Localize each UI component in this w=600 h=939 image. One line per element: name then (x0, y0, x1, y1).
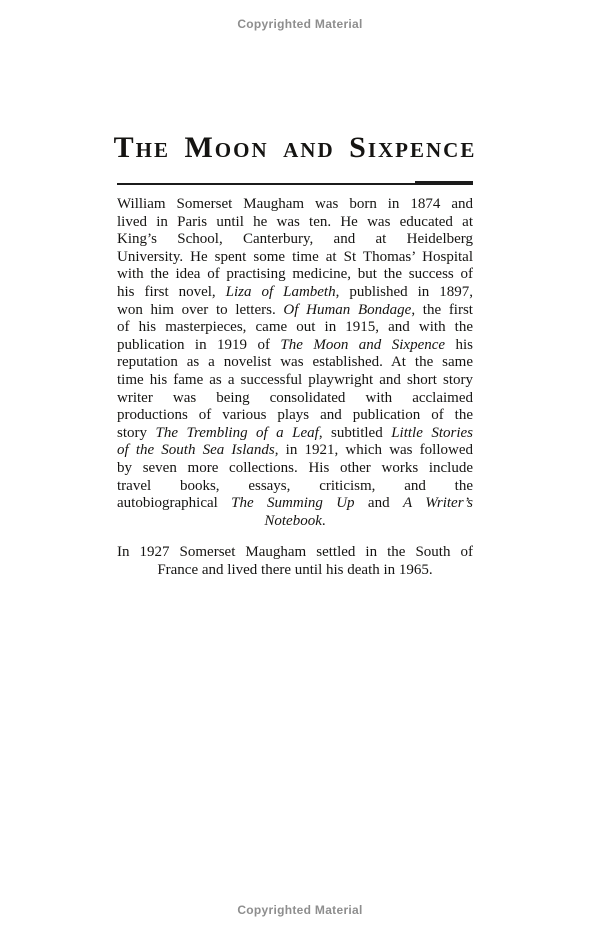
text-segment: . (321, 512, 326, 529)
text-line (117, 478, 473, 496)
italic-text-segment: Liza of Lambeth (225, 283, 336, 300)
text-line (117, 319, 473, 337)
book-title: The Moon and Sixpence (113, 131, 477, 164)
text-line (117, 442, 473, 460)
italic-text-segment: The Summing Up (231, 495, 355, 512)
text-segment: University. He spent some time at St Thomas’ Hospital (117, 248, 473, 265)
text-segment: King’s School, Canterbury, and at Heidelberg (117, 231, 473, 248)
text-line (117, 372, 473, 390)
text-segment: , in 1921, which was followed (274, 442, 473, 459)
text-segment: autobiographical (117, 495, 232, 512)
italic-text-segment: Little Stories (391, 424, 473, 441)
text-line (117, 196, 473, 214)
text-line (117, 425, 473, 443)
text-line (117, 495, 473, 513)
text-segment: lived in Paris until he was ten. He was educated at (117, 213, 473, 230)
paragraph (117, 196, 473, 530)
text-segment: of his masterpieces, came out in 1915, and with the (117, 319, 473, 336)
text-segment: In 1927 Somerset Maugham settled in the South of (117, 544, 473, 561)
text-segment: productions of various plays and publication of the (117, 407, 473, 424)
text-line (117, 249, 473, 267)
text-segment: , subtitled (318, 424, 392, 441)
text-line (117, 562, 473, 580)
italic-text-segment: Notebook (264, 512, 322, 529)
text-line (117, 284, 473, 302)
text-segment: , published in 1897, (335, 283, 474, 300)
text-line (117, 231, 473, 249)
italic-text-segment: The Trembling of a Leaf (155, 424, 319, 441)
title-rule (117, 183, 473, 185)
text-segment: William Somerset Maugham was born in 1874 and (117, 196, 473, 212)
text-line (117, 354, 473, 372)
text-line (117, 302, 473, 320)
italic-text-segment: of the South Sea Islands (117, 442, 275, 459)
text-segment: won him over to letters. (117, 301, 284, 318)
text-segment: his (445, 336, 473, 353)
text-line (117, 266, 473, 284)
text-line (117, 390, 473, 408)
text-segment: with the idea of practising medicine, but the success of (117, 266, 473, 283)
body-text (117, 196, 473, 579)
text-segment: travel books, essays, criticism, and the (117, 477, 473, 494)
text-line (117, 544, 473, 562)
text-line (117, 214, 473, 232)
text-segment: story (117, 424, 156, 441)
text-segment: his first novel, (117, 283, 226, 300)
text-segment: France and lived there until his death in 1965. (157, 561, 433, 578)
copyright-banner-top: Copyrighted Material (237, 17, 363, 31)
text-line (117, 460, 473, 478)
paragraph (117, 544, 473, 579)
text-segment: , the first (411, 301, 473, 318)
italic-text-segment: Of Human Bondage (283, 301, 412, 318)
text-line (117, 337, 473, 355)
copyright-banner-bottom: Copyrighted Material (237, 903, 363, 917)
text-segment: reputation as a novelist was established. At the same (117, 354, 473, 371)
italic-text-segment: A Writer’s (402, 495, 473, 512)
text-line (117, 407, 473, 425)
text-segment: and (354, 495, 403, 512)
text-segment: time his fame as a successful playwright and short story (117, 371, 473, 388)
text-segment: writer was being consolidated with acclaimed (117, 389, 473, 406)
text-line (117, 513, 473, 531)
text-segment: publication in 1919 of (117, 336, 281, 353)
text-segment: by seven more collections. His other works include (117, 459, 473, 476)
italic-text-segment: The Moon and Sixpence (280, 336, 446, 353)
